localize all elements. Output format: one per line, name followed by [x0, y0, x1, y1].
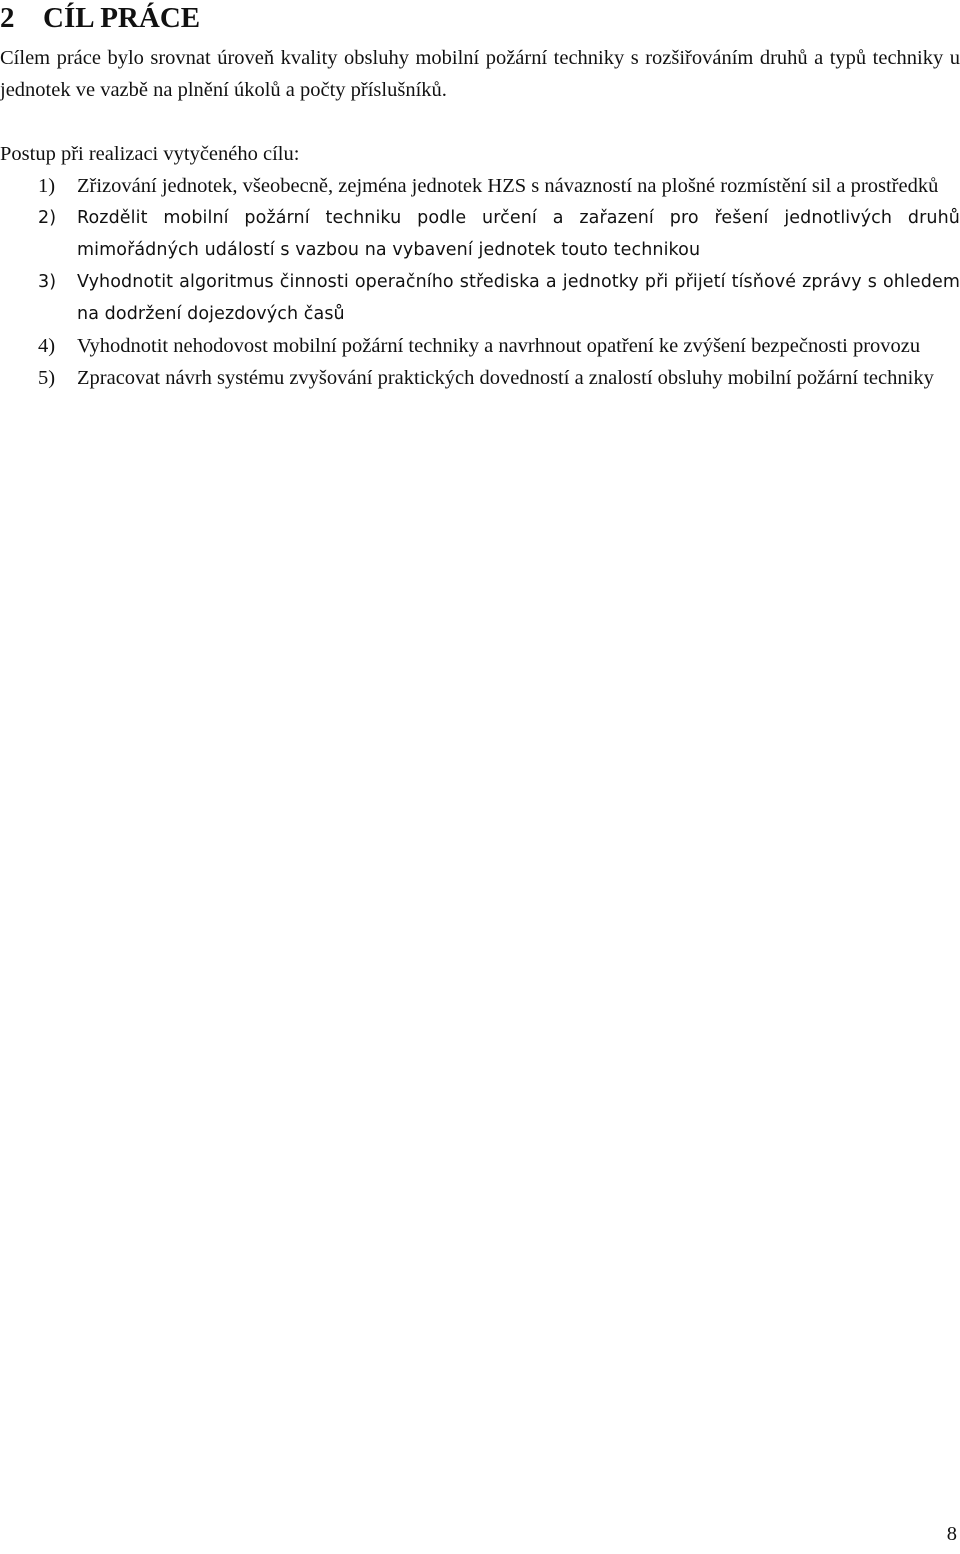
list-item: [0, 330, 960, 362]
list-item-text: Vyhodnotit algoritmus činnosti operačního střediska a jednotky při přijetí tísňové zprávy s ohledem na dodržení dojezdových časů: [77, 272, 960, 324]
list-item-marker: 3): [38, 272, 57, 292]
goals-list: [0, 170, 960, 394]
list-item: [0, 266, 960, 330]
intro-paragraph: Cílem práce bylo srovnat úroveň kvality obsluhy mobilní požární techniky s rozšiřováním druhů a typů techniky u jednotek ve vazbě na plnění úkolů a počty příslušníků.: [0, 47, 960, 101]
list-item-marker: 5): [38, 367, 56, 389]
list-item-text: Rozdělit mobilní požární techniku podle určení a zařazení pro řešení jednotlivých druhů mimořádných událostí s vazbou na vybavení jednotek touto technikou: [77, 208, 960, 260]
list-item-marker: 2): [38, 208, 57, 228]
chapter-heading: [0, 0, 200, 36]
chapter-number: 2: [0, 2, 15, 34]
list-item: [0, 362, 960, 394]
list-item-text: Zpracovat návrh systému zvyšování praktických dovedností a znalostí obsluhy mobilní požární techniky: [77, 367, 934, 389]
list-item-text: Vyhodnotit nehodovost mobilní požární techniky a navrhnout opatření ke zvýšení bezpečnosti provozu: [77, 335, 921, 357]
list-item-text: Zřizování jednotek, všeobecně, zejména jednotek HZS s návazností na plošné rozmístění sil a prostředků: [77, 175, 939, 197]
procedure-intro: Postup při realizaci vytyčeného cílu:: [0, 143, 300, 165]
list-item-marker: 4): [38, 335, 56, 357]
list-item-marker: 1): [38, 175, 56, 197]
list-item: [0, 170, 960, 202]
page-number: 8: [946, 1523, 957, 1545]
list-item: [0, 202, 960, 266]
chapter-title: CÍL PRÁCE: [43, 2, 201, 34]
